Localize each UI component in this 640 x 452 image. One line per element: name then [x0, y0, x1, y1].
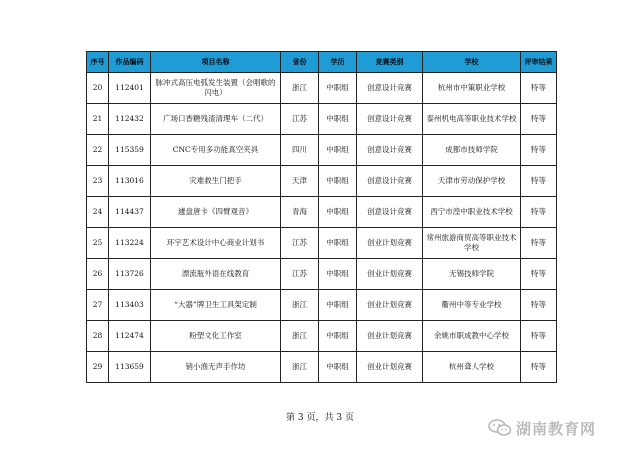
table-row [87, 321, 557, 352]
cell-result: 特等 [521, 321, 557, 352]
cell-province: 青海 [281, 197, 319, 228]
cell-competition-category: 创意设计竞赛 [357, 104, 423, 135]
cell-education-level: 中职组 [319, 135, 357, 166]
cell-competition-category: 创业计划竞赛 [357, 352, 423, 383]
cell-school: 余姚市职成教中心学校 [423, 321, 521, 352]
cell-school: 成都市技师学院 [423, 135, 521, 166]
cell-competition-category: 创意设计竞赛 [357, 197, 423, 228]
cell-competition-category: 创业计划竞赛 [357, 259, 423, 290]
cell-index: 22 [87, 135, 109, 166]
cell-competition-category: 创意设计竞赛 [357, 135, 423, 166]
table-row [87, 135, 557, 166]
cell-index: 21 [87, 104, 109, 135]
cell-province: 江苏 [281, 259, 319, 290]
cell-project-name: 广场口香糖残渣清理车（二代） [151, 104, 281, 135]
cell-school: 杭州聋人学校 [423, 352, 521, 383]
cell-school: 无锡技师学院 [423, 259, 521, 290]
cell-index: 26 [87, 259, 109, 290]
cell-competition-category: 创业计划竞赛 [357, 321, 423, 352]
cell-work-code: 112474 [109, 321, 151, 352]
cell-result: 特等 [521, 73, 557, 104]
wechat-icon [488, 419, 512, 437]
cell-result: 特等 [521, 228, 557, 259]
cell-result: 特等 [521, 259, 557, 290]
header-province: 省份 [281, 52, 319, 73]
cell-result: 特等 [521, 135, 557, 166]
cell-education-level: 中职组 [319, 228, 357, 259]
cell-school: 西宁市湟中职业技术学校 [423, 197, 521, 228]
cell-school: 天津市劳动保护学校 [423, 166, 521, 197]
cell-work-code: 113224 [109, 228, 151, 259]
header-education-level: 学历 [319, 52, 357, 73]
cell-education-level: 中职组 [319, 104, 357, 135]
cell-result: 特等 [521, 104, 557, 135]
cell-project-name: 销小渔无声手作坊 [151, 352, 281, 383]
results-table [86, 51, 557, 383]
cell-education-level: 中职组 [319, 290, 357, 321]
cell-province: 江苏 [281, 228, 319, 259]
cell-result: 特等 [521, 352, 557, 383]
cell-index: 23 [87, 166, 109, 197]
cell-province: 浙江 [281, 321, 319, 352]
cell-result: 特等 [521, 290, 557, 321]
cell-province: 浙江 [281, 73, 319, 104]
header-competition-category: 竞赛类别 [357, 52, 423, 73]
table-row [87, 259, 557, 290]
cell-index: 28 [87, 321, 109, 352]
table-row [87, 290, 557, 321]
cell-education-level: 中职组 [319, 197, 357, 228]
cell-province: 天津 [281, 166, 319, 197]
cell-work-code: 113726 [109, 259, 151, 290]
cell-work-code: 114437 [109, 197, 151, 228]
cell-work-code: 113659 [109, 352, 151, 383]
cell-work-code: 112432 [109, 104, 151, 135]
cell-competition-category: 创意设计竞赛 [357, 73, 423, 104]
header-project-name: 项目名称 [151, 52, 281, 73]
cell-project-name: 粉塑文化工作室 [151, 321, 281, 352]
cell-competition-category: 创业计划竞赛 [357, 228, 423, 259]
cell-index: 24 [87, 197, 109, 228]
cell-education-level: 中职组 [319, 73, 357, 104]
cell-education-level: 中职组 [319, 321, 357, 352]
cell-education-level: 中职组 [319, 259, 357, 290]
watermark-text: 湖南教育网 [516, 419, 597, 438]
cell-school: 泰州机电高等职业技术学校 [423, 104, 521, 135]
cell-province: 四川 [281, 135, 319, 166]
table-row [87, 228, 557, 259]
header-result: 评审结果 [521, 52, 557, 73]
cell-work-code: 113016 [109, 166, 151, 197]
table-row [87, 73, 557, 104]
cell-project-name: CNC专用多功能真空夹具 [151, 135, 281, 166]
cell-index: 20 [87, 73, 109, 104]
cell-project-name: 漂流瓶外语在线教育 [151, 259, 281, 290]
cell-work-code: 112401 [109, 73, 151, 104]
header-school: 学校 [423, 52, 521, 73]
table-row [87, 197, 557, 228]
cell-result: 特等 [521, 166, 557, 197]
table-header-row [87, 52, 557, 73]
cell-school: 杭州市中策职业学校 [423, 73, 521, 104]
cell-education-level: 中职组 [319, 352, 357, 383]
table-row [87, 104, 557, 135]
cell-competition-category: 创业计划竞赛 [357, 290, 423, 321]
table-row [87, 166, 557, 197]
cell-index: 25 [87, 228, 109, 259]
header-work-code: 作品编码 [109, 52, 151, 73]
cell-project-name: 灾难救生门把手 [151, 166, 281, 197]
page-footer: 第 3 页，共 3 页 [286, 413, 354, 423]
cell-school: 衢州中等专业学校 [423, 290, 521, 321]
cell-project-name: “大器”牌卫生工具架定制 [151, 290, 281, 321]
cell-province: 江苏 [281, 104, 319, 135]
watermark [488, 417, 638, 439]
cell-project-name: 环宇艺术设计中心商业计划书 [151, 228, 281, 259]
cell-index: 27 [87, 290, 109, 321]
cell-work-code: 115359 [109, 135, 151, 166]
cell-project-name: 脉冲式高压电弧发生装置（会唱歌的闪电） [151, 73, 281, 104]
cell-competition-category: 创意设计竞赛 [357, 166, 423, 197]
table-row [87, 352, 557, 383]
cell-index: 29 [87, 352, 109, 383]
cell-education-level: 中职组 [319, 166, 357, 197]
cell-province: 浙江 [281, 352, 319, 383]
header-index: 序号 [87, 52, 109, 73]
cell-project-name: 遽盘唐卡《四臂观音》 [151, 197, 281, 228]
cell-result: 特等 [521, 197, 557, 228]
cell-work-code: 113403 [109, 290, 151, 321]
cell-province: 浙江 [281, 290, 319, 321]
cell-school: 常州旅游商贸高等职业技术学校 [423, 228, 521, 259]
table-body [87, 73, 557, 383]
